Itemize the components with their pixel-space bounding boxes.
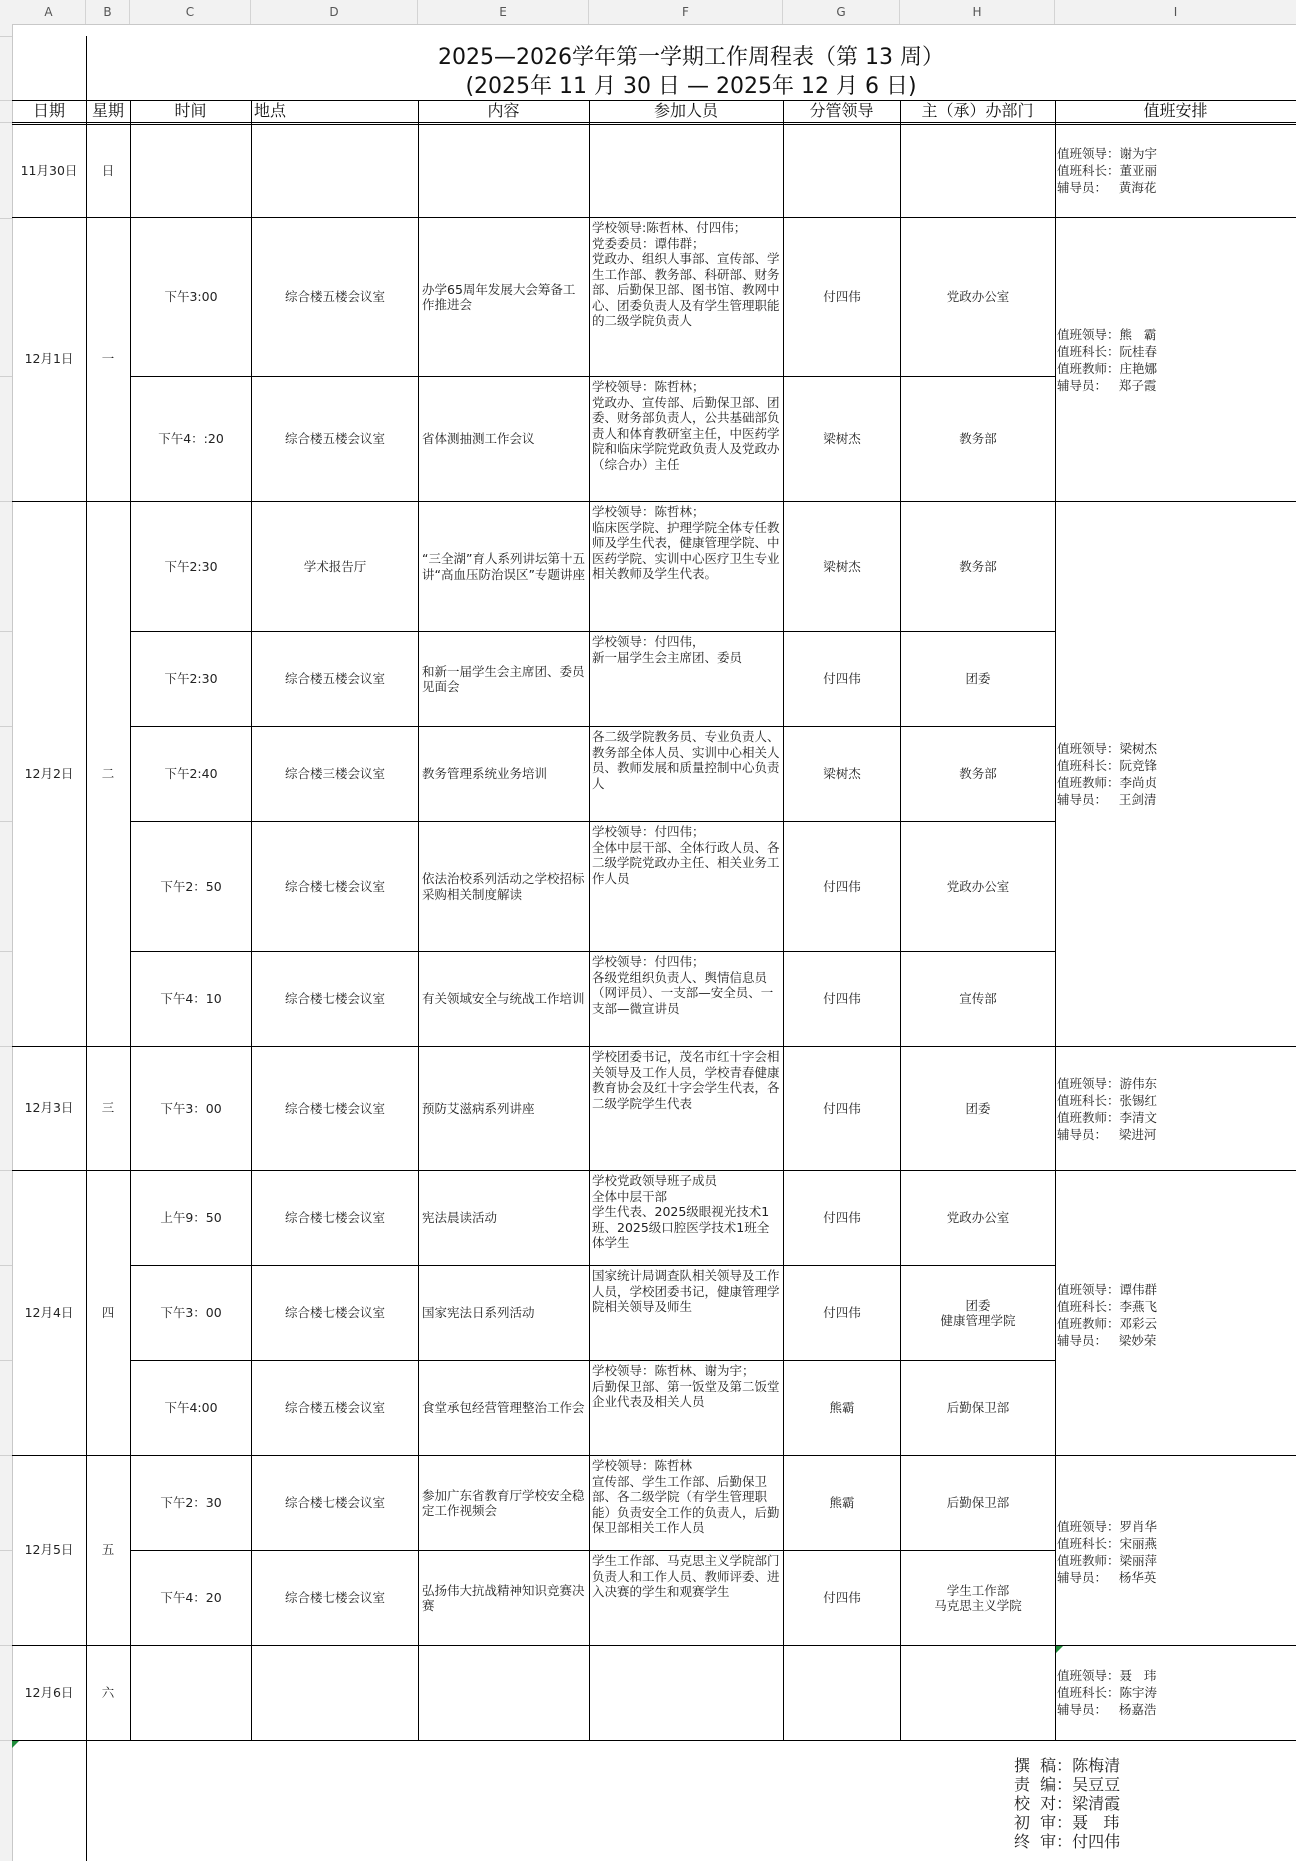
event-time-cell[interactable]: 下午4：20 — [160, 1590, 222, 1606]
date-cell[interactable]: 11月30日 — [20, 162, 78, 178]
event-participants-cell[interactable]: 学校领导：陈哲林； 党政办、宣传部、后勤保卫部、团委、财务部负责人，公共基础部负责人和体育教研室主任，中医药学院和临床学院党政负责人及党政办（综合办）主任 — [592, 379, 780, 472]
event-place-cell[interactable]: 综合楼七楼会议室 — [284, 1495, 385, 1511]
event-participants-cell[interactable]: 学校团委书记，茂名市红十字会相关领导及工作人员，学校青春健康教育协会及红十字会学生代表，各二级学院学生代表 — [592, 1049, 780, 1111]
header-date: 日期 — [32, 101, 65, 120]
event-content-cell[interactable]: 教务管理系统业务培训 — [422, 766, 548, 782]
event-content-cell[interactable]: 参加广东省教育厅学校安全稳定工作视频会 — [422, 1487, 585, 1518]
event-participants-cell[interactable]: 学校领导：陈哲林、谢为宇； 后勤保卫部、第一饭堂及第二饭堂企业代表及相关人员 — [592, 1363, 780, 1409]
event-dept-cell[interactable]: 团委 — [965, 1100, 991, 1116]
event-time-cell[interactable]: 下午2：50 — [160, 878, 222, 894]
event-leader-cell[interactable]: 付四伟 — [823, 671, 861, 687]
event-leader-cell[interactable]: 付四伟 — [823, 878, 861, 894]
event-leader-cell[interactable]: 梁树杰 — [823, 431, 861, 447]
event-dept-cell[interactable]: 宣传部 — [959, 991, 997, 1007]
date-cell[interactable]: 12月5日 — [24, 1542, 74, 1558]
event-content-cell[interactable]: 预防艾滋病系列讲座 — [422, 1100, 535, 1116]
event-leader-cell[interactable]: 付四伟 — [823, 289, 861, 305]
duty-cell[interactable]: 值班领导：梁树杰 值班科长：阮竞锋 值班教师：李尚贞 辅导员： 王剑清 — [1057, 741, 1158, 807]
date-cell[interactable]: 12月2日 — [24, 765, 74, 781]
duty-cell[interactable]: 值班领导：罗肖华 值班科长：宋丽燕 值班教师：梁丽萍 辅导员： 杨华英 — [1057, 1519, 1158, 1585]
header-content: 内容 — [487, 101, 520, 120]
event-leader-cell[interactable]: 付四伟 — [823, 991, 861, 1007]
event-leader-cell[interactable]: 付四伟 — [823, 1590, 861, 1606]
cell-comment-marker — [1056, 1646, 1063, 1653]
column-header-i[interactable]: I — [1173, 5, 1178, 19]
event-participants-cell[interactable]: 学校领导:陈哲林、付四伟； 党委委员：谭伟群； 党政办、组织人事部、宣传部、学生工作部、教务部、科研部、财务部、后勤保卫部、图书馆、教网中心、团委负责人及有学生管理职能的二级学院负责人 — [592, 220, 780, 328]
event-content-cell[interactable]: 宪法晨读活动 — [422, 1210, 498, 1226]
event-content-cell[interactable]: 依法治校系列活动之学校招标采购相关制度解读 — [422, 871, 585, 902]
weekday-cell[interactable]: 四 — [101, 1304, 115, 1320]
event-place-cell[interactable]: 综合楼七楼会议室 — [284, 1590, 385, 1606]
column-header-g[interactable]: G — [783, 0, 900, 24]
date-cell[interactable]: 12月3日 — [24, 1100, 74, 1116]
header-department: 主（承）办部门 — [921, 101, 1034, 120]
date-cell[interactable]: 12月4日 — [24, 1304, 74, 1320]
event-participants-cell[interactable]: 学校领导：付四伟； 全体中层干部、全体行政人员、各二级学院党政办主任、相关业务工作人员 — [592, 824, 780, 886]
event-content-cell[interactable]: 和新一届学生会主席团、委员见面会 — [422, 663, 585, 694]
event-place-cell[interactable]: 综合楼七楼会议室 — [284, 991, 385, 1007]
column-header-h[interactable]: H — [900, 0, 1055, 24]
sheet-title: 2025—2026学年第一学期工作周程表（第 13 周） — [438, 45, 944, 70]
event-leader-cell[interactable]: 付四伟 — [823, 1305, 861, 1321]
event-place-cell[interactable]: 综合楼五楼会议室 — [284, 431, 385, 447]
event-place-cell[interactable]: 综合楼五楼会议室 — [284, 671, 385, 687]
header-leader: 分管领导 — [809, 101, 874, 120]
event-participants-cell[interactable]: 各二级学院教务员、专业负责人、教务部全体人员、实训中心相关人员、教师发展和质量控制中心负责人 — [592, 729, 780, 791]
weekday-cell[interactable]: 日 — [101, 162, 115, 178]
header-participants: 参加人员 — [653, 101, 718, 120]
event-leader-cell[interactable]: 熊霸 — [829, 1495, 855, 1511]
event-time-cell[interactable]: 下午3：00 — [160, 1100, 222, 1116]
event-content-cell[interactable]: “三全湖”育人系列讲坛第十五讲“高血压防治误区”专题讲座 — [422, 551, 585, 582]
event-time-cell[interactable]: 下午4:00 — [164, 1400, 218, 1416]
event-leader-cell[interactable]: 熊霸 — [829, 1400, 855, 1416]
event-leader-cell[interactable]: 梁树杰 — [823, 558, 861, 574]
event-content-cell[interactable]: 省体测抽测工作会议 — [422, 431, 535, 447]
date-cell[interactable]: 12月1日 — [24, 351, 74, 367]
column-header-c[interactable]: C — [130, 0, 251, 24]
event-dept-cell[interactable]: 团委 健康管理学院 — [940, 1297, 1016, 1328]
event-participants-cell[interactable]: 学校领导：陈哲林； 临床医学院、护理学院全体专任教师及学生代表，健康管理学院、中医药学院、实训中心医疗卫生专业相关教师及学生代表。 — [592, 504, 780, 581]
duty-cell[interactable]: 值班领导：谢为宇 值班科长：董亚丽 辅导员： 黄海花 — [1057, 146, 1158, 195]
event-dept-cell[interactable]: 党政办公室 — [946, 878, 1010, 894]
event-leader-cell[interactable]: 付四伟 — [823, 1210, 861, 1226]
column-header-b[interactable]: B — [86, 0, 130, 24]
event-dept-cell[interactable]: 教务部 — [959, 431, 997, 447]
event-participants-cell[interactable]: 学校党政领导班子成员 全体中层干部 学生代表、2025级眼视光技术1班、2025级口腔医学技术1班全体学生 — [592, 1173, 770, 1250]
weekday-cell[interactable]: 五 — [101, 1542, 115, 1558]
event-dept-cell[interactable]: 后勤保卫部 — [946, 1495, 1010, 1511]
event-time-cell[interactable]: 下午2:30 — [164, 558, 218, 574]
event-participants-cell[interactable]: 学校领导：陈哲林 宣传部、学生工作部、后勤保卫部、各二级学院（有学生管理职能）负责安全工作的负责人，后勤保卫部相关工作人员 — [592, 1458, 780, 1535]
event-content-cell[interactable]: 食堂承包经营管理整治工作会 — [422, 1400, 585, 1416]
duty-cell[interactable]: 值班领导：谭伟群 值班科长：李燕飞 值班教师：邓彩云 辅导员： 梁妙荣 — [1057, 1282, 1158, 1348]
event-place-cell[interactable]: 综合楼三楼会议室 — [284, 766, 385, 782]
event-dept-cell[interactable]: 党政办公室 — [946, 1210, 1010, 1226]
event-dept-cell[interactable]: 教务部 — [959, 766, 997, 782]
event-content-cell[interactable]: 办学65周年发展大会筹备工作推进会 — [422, 281, 576, 312]
weekday-cell[interactable]: 二 — [101, 765, 115, 781]
event-leader-cell[interactable]: 付四伟 — [823, 1100, 861, 1116]
header-duty: 值班安排 — [1143, 101, 1208, 120]
event-dept-cell[interactable]: 团委 — [965, 671, 991, 687]
event-place-cell[interactable]: 综合楼七楼会议室 — [284, 1210, 385, 1226]
signoff-block: 撰 稿：陈梅清 责 编：吴豆豆 校 对：梁清霞 初 审：聂 玮 终 审：付四伟 — [1014, 1756, 1121, 1851]
duty-cell[interactable]: 值班领导：熊 霸 值班科长：阮桂春 值班教师：庄艳娜 辅导员： 郑子霞 — [1057, 327, 1158, 393]
event-participants-cell[interactable]: 国家统计局调查队相关领导及工作人员，学校团委书记，健康管理学院相关领导及师生 — [592, 1268, 780, 1314]
duty-cell[interactable]: 值班领导：聂 玮 值班科长：陈宇涛 辅导员： 杨嘉浩 — [1057, 1668, 1158, 1717]
event-place-cell[interactable]: 综合楼七楼会议室 — [284, 1100, 385, 1116]
event-content-cell[interactable]: 弘扬伟大抗战精神知识竞赛决赛 — [422, 1582, 585, 1613]
event-leader-cell[interactable]: 梁树杰 — [823, 766, 861, 782]
duty-cell[interactable]: 值班领导：游伟东 值班科长：张锡红 值班教师：李清文 辅导员： 梁进河 — [1057, 1076, 1158, 1142]
column-header-d[interactable]: D — [251, 0, 418, 24]
column-header-bar — [0, 0, 1296, 25]
event-time-cell[interactable]: 下午4：10 — [160, 991, 222, 1007]
column-header-e[interactable]: E — [418, 0, 589, 24]
event-participants-cell[interactable]: 学生工作部、马克思主义学院部门负责人和工作人员、教师评委、进入决赛的学生和观赛学生 — [592, 1553, 780, 1599]
event-place-cell[interactable]: 综合楼五楼会议室 — [284, 289, 385, 305]
column-header-f[interactable]: F — [589, 0, 783, 24]
event-time-cell[interactable]: 下午2:30 — [164, 671, 218, 687]
event-participants-cell[interactable]: 学校领导：付四伟； 各级党组织负责人、舆情信息员（网评员）、一支部—安全员、一支部—微宣讲员 — [592, 954, 774, 1016]
event-place-cell[interactable]: 综合楼七楼会议室 — [284, 1305, 385, 1321]
weekday-cell[interactable]: 一 — [101, 351, 115, 367]
event-time-cell[interactable]: 下午2:40 — [164, 766, 218, 782]
column-header-a[interactable]: A — [12, 0, 86, 24]
event-place-cell[interactable]: 学术报告厅 — [303, 558, 367, 574]
header-time: 时间 — [174, 101, 207, 120]
event-content-cell[interactable]: 国家宪法日系列活动 — [422, 1305, 535, 1321]
event-dept-cell[interactable]: 党政办公室 — [946, 289, 1010, 305]
event-time-cell[interactable]: 下午2：30 — [160, 1495, 222, 1511]
header-place: 地点 — [254, 101, 287, 120]
weekday-cell[interactable]: 三 — [101, 1100, 115, 1116]
event-content-cell[interactable]: 有关领域安全与统战工作培训 — [422, 991, 585, 1007]
event-time-cell[interactable]: 下午3：00 — [160, 1305, 222, 1321]
cell-comment-marker — [12, 1741, 19, 1748]
weekday-cell[interactable]: 六 — [101, 1684, 115, 1700]
event-time-cell[interactable]: 下午4：:20 — [158, 431, 224, 447]
event-time-cell[interactable]: 上午9：50 — [160, 1210, 222, 1226]
event-dept-cell[interactable]: 学生工作部 马克思主义学院 — [934, 1582, 1022, 1613]
event-place-cell[interactable]: 综合楼七楼会议室 — [284, 878, 385, 894]
sheet-date-range: (2025年 11 月 30 日 — 2025年 12 月 6 日) — [465, 74, 917, 99]
event-time-cell[interactable]: 下午3:00 — [164, 289, 218, 305]
event-dept-cell[interactable]: 后勤保卫部 — [946, 1400, 1010, 1416]
event-dept-cell[interactable]: 教务部 — [959, 558, 997, 574]
date-cell[interactable]: 12月6日 — [24, 1684, 74, 1700]
event-place-cell[interactable]: 综合楼五楼会议室 — [284, 1400, 385, 1416]
header-weekday: 星期 — [91, 101, 124, 120]
event-participants-cell[interactable]: 学校领导：付四伟， 新一届学生会主席团、委员 — [592, 634, 743, 665]
